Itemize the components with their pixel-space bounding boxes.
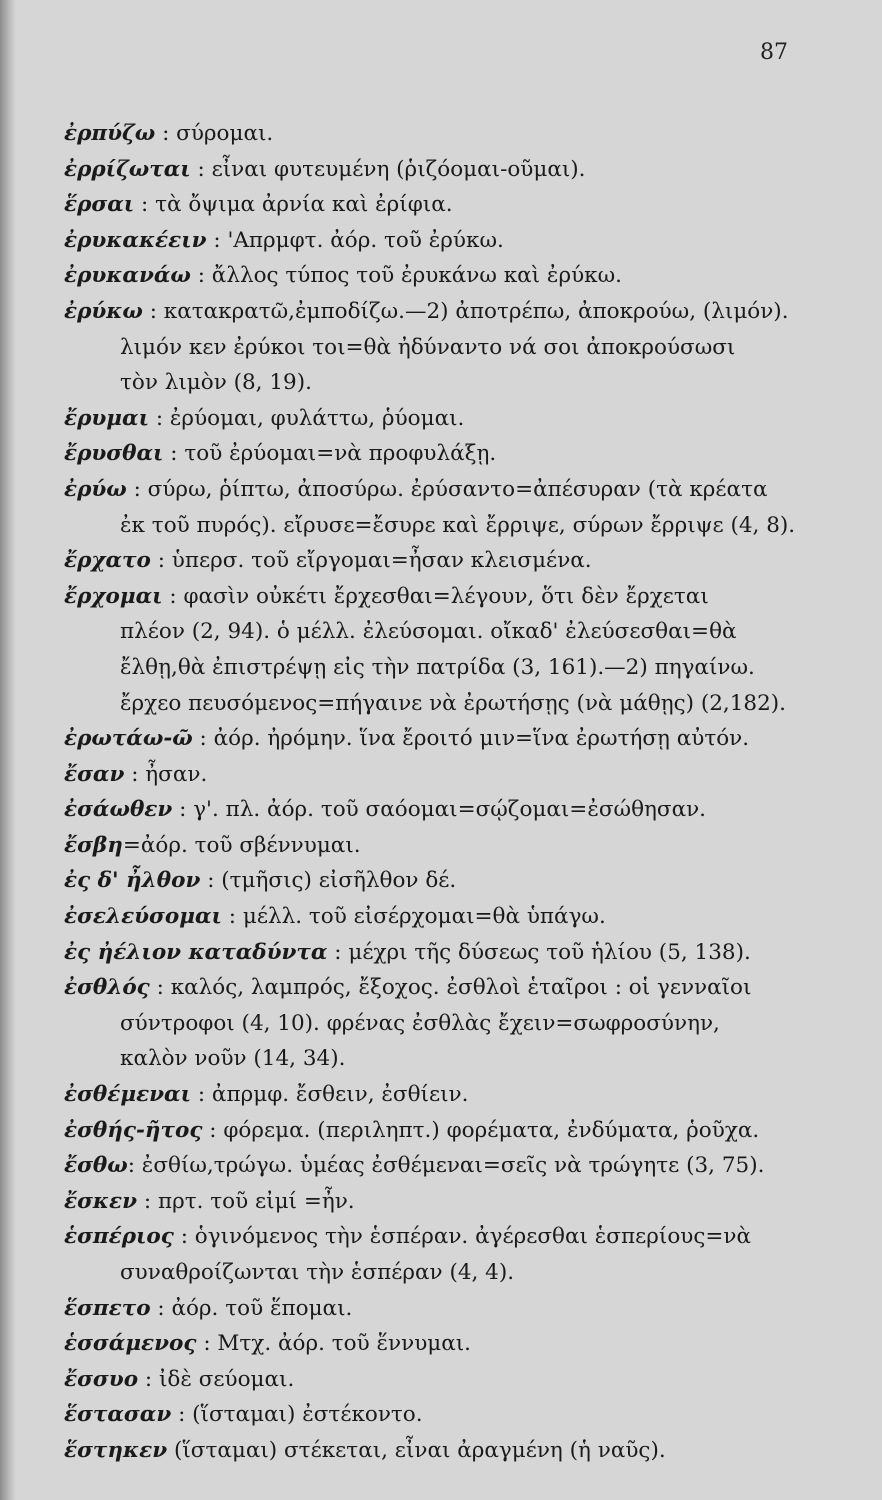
entry-headword: ἔρχατο [64,548,151,574]
dictionary-entry [64,1184,854,1220]
entry-text: : ἐρύομαι, φυλάττω, ῥύομαι. [148,405,465,431]
dictionary-entry [64,401,854,437]
entry-text: : καλός, λαμπρός, ἔξοχος. ἐσθλοὶ ἑταῖροι : οἱ γενναῖοι [149,975,752,1001]
entry-text: (ἵσταμαι) στέκεται, εἶναι ἀραγμένη (ἡ ναῦς). [167,1437,666,1463]
entry-text: : ἐσθίω,τρώγω. ὑμέας ἐσθέμεναι=σεῖς νὰ τρώγητε (3, 75). [127,1153,765,1179]
entry-headword: ἔσβη [64,832,123,858]
entry-text: : ἀόρ. τοῦ ἕπομαι. [150,1295,353,1321]
entry-text: : ὑπερσ. τοῦ εἴργομαι=ἦσαν κλεισμένα. [150,548,592,574]
entry-continuation-line [64,1255,854,1291]
entry-headword: ἐρυκακέειν [64,227,207,253]
entry-headword: ἔσαν [64,761,125,787]
dictionary-entry [64,935,854,971]
entry-text: =ἀόρ. τοῦ σβέννυμαι. [122,832,361,858]
entry-text: συναθροίζωνται τὴν ἑσπέραν (4, 4). [120,1260,515,1285]
entry-headword: ἐσάωθεν [64,797,173,823]
entry-text: : φόρεμα. (περιληπτ.) φορέματα, ἐνδύματα, ῥοῦχα. [202,1117,760,1143]
dictionary-entry [64,1397,854,1433]
entry-headword: ἐρωτάω-ῶ [64,726,193,752]
page-binding-edge [0,0,16,1500]
entry-headword: ἑσπέριος [64,1224,174,1250]
entry-headword: ἐς δ' ἦλθον [64,868,201,894]
entry-headword: ἕσπετο [64,1295,151,1321]
dictionary-entry [64,472,854,508]
entry-text: : (τμῆσις) εἰσῆλθον δέ. [200,868,457,894]
entry-headword: ἐς ἠέλιον καταδύντα [64,939,328,965]
entry-continuation-line [64,508,854,544]
dictionary-entry [64,757,854,793]
entry-text: : τοῦ ἐρύομαι=νὰ προφυλάξῃ. [163,441,497,467]
entry-headword: ἔρχομαι [64,583,163,609]
entry-text: : ἀόρ. ἠρόμην. ἵνα ἔροιτό μιν=ἵνα ἐρωτήσῃ αὐτόν. [192,726,750,752]
entry-headword: ἑσσάμενος [64,1331,197,1357]
dictionary-entry [64,1362,854,1398]
entry-list [64,116,854,1469]
entry-text: : εἶναι φυτευμένη (ῥιζόομαι-οῦμαι). [190,156,586,182]
entry-continuation-line [64,614,854,650]
entry-headword: ἕστασαν [64,1402,172,1428]
dictionary-entry [64,579,854,615]
entry-headword: ἐσελεύσομαι [64,904,222,930]
entry-text: : σύρω, ῥίπτω, ἀποσύρω. ἐρύσαντο=ἀπέσυραν (τὰ κρέατα [126,476,768,502]
entry-text: τὸν λιμὸν (8, 19). [120,370,312,396]
dictionary-entry [64,1113,854,1149]
entry-continuation-line [64,1041,854,1077]
entry-text: : κατακρατῶ,ἐμποδίζω.—2) ἀποτρέπω, ἀποκρούω, (λιμόν). [142,298,789,324]
entry-headword: ἔσσυο [64,1366,139,1392]
entry-text: : φασὶν οὐκέτι ἔρχεσθαι=λέγουν, ὅτι δὲν ἔρχεται [162,583,709,609]
entry-text: ἔρχεο πευσόμενος=πήγαινε νὰ ἐρωτήσῃς (νὰ μάθῃς) (2,182). [120,690,787,716]
dictionary-entry [64,543,854,579]
dictionary-entry [64,1219,854,1255]
entry-continuation-line [64,650,854,686]
entry-headword: ἐρύκω [64,298,143,324]
entry-text: : ἰδὲ σεύομαι. [138,1366,295,1392]
entry-text: : (ἵσταμαι) ἐστέκοντο. [171,1402,423,1428]
dictionary-entry [64,258,854,294]
entry-text: : σύρομαι. [155,121,274,146]
entry-headword: ἕρσαι [64,192,135,218]
entry-text: : ὁγινόμενος τὴν ἑσπέραν. ἀγέρεσθαι ἑσπερίους=νὰ [173,1224,751,1250]
dictionary-entry [64,1433,854,1469]
entry-headword: ἔσκεν [64,1188,138,1214]
entry-continuation-line [64,686,854,722]
entry-text: : πρτ. τοῦ εἰμί =ἦν. [137,1188,355,1214]
entry-text: σύντροφοι (4, 10). φρένας ἐσθλὰς ἔχειν=σωφροσύνην, [120,1010,720,1036]
entry-text: πλέον (2, 94). ὁ μέλλ. ἐλεύσομαι. οἴκαδ' ἐλεύσεσθαι=θὰ [120,619,737,645]
dictionary-entry [64,1148,854,1184]
dictionary-entry [64,294,854,330]
entry-headword: ἔρυμαι [64,405,149,431]
dictionary-entry [64,436,854,472]
entry-headword: ἐρύω [64,476,127,502]
entry-headword: ἐσθής-ῆτος [64,1117,203,1143]
dictionary-entry [64,828,854,864]
dictionary-entry [64,792,854,828]
entry-headword: ἐσθλός [64,975,150,1001]
entry-text: : μέλλ. τοῦ εἰσέρχομαι=θὰ ὑπάγω. [221,904,606,930]
entry-text: : ἄλλος τύπος τοῦ ἐρυκάνω καὶ ἐρύκω. [190,263,622,289]
dictionary-entry [64,152,854,188]
entry-headword: ἐρρίζωται [64,156,191,182]
entry-continuation-line [64,1006,854,1042]
entry-text: : γ'. πλ. ἀόρ. τοῦ σαόομαι=σῴζομαι=ἐσώθησαν. [172,797,706,823]
entry-headword: ἐρυκανάω [64,263,191,289]
entry-text: : τὰ ὄψιμα ἀρνία καὶ ἐρίφια. [134,192,453,218]
entry-text: : 'Απρμφτ. ἀόρ. τοῦ ἐρύκω. [206,227,504,253]
dictionary-entry [64,223,854,259]
entry-text: ἔλθῃ,θὰ ἐπιστρέψῃ εἰς τὴν πατρίδα (3, 161).—2) πηγαίνω. [120,654,755,680]
entry-text: : Μτχ. ἀόρ. τοῦ ἕννυμαι. [196,1331,472,1357]
dictionary-entry [64,116,854,152]
entry-headword: ἔρυσθαι [64,441,164,467]
dictionary-entry [64,970,854,1006]
dictionary-entry [64,721,854,757]
dictionary-entry [64,899,854,935]
entry-text: ἐκ τοῦ πυρός). εἴρυσε=ἔσυρε καὶ ἔρριψε, σύρων ἔρριψε (4, 8). [120,512,796,538]
entry-text: καλὸν νοῦν (14, 34). [120,1046,346,1072]
entry-continuation-line [64,365,854,401]
entry-headword: ἔσθω [64,1153,128,1179]
entry-continuation-line [64,330,854,366]
entry-headword: ἕστηκεν [64,1437,168,1463]
dictionary-entry [64,1326,854,1362]
entry-headword: ἐρπύζω [64,121,156,146]
entry-text: λιμόν κεν ἐρύκοι τοι=θὰ ἠδύναντο νά σοι ἀποκρούσωσι [120,334,736,360]
dictionary-entry [64,863,854,899]
dictionary-entry [64,1077,854,1113]
entry-text: : ἀπρμφ. ἔσθειν, ἐσθίειν. [191,1082,469,1108]
dictionary-entry [64,187,854,223]
page-number: 87 [760,40,788,65]
dictionary-entry [64,1291,854,1327]
entry-headword: ἐσθέμεναι [64,1082,192,1108]
entry-text: : ἦσαν. [124,761,208,787]
entry-text: : μέχρι τῆς δύσεως τοῦ ἡλίου (5, 138). [327,939,751,965]
